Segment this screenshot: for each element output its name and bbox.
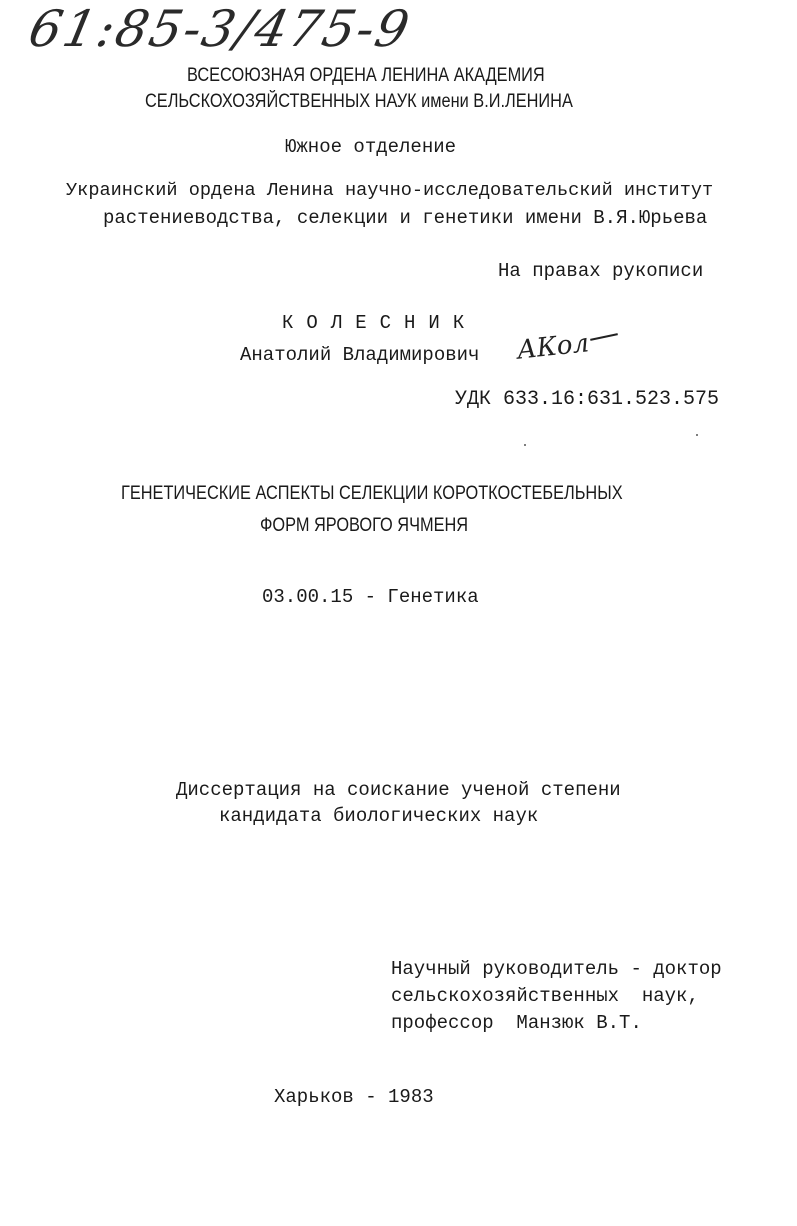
author-signature: АКол — [515, 328, 591, 366]
author-surname: КОЛЕСНИК — [282, 312, 478, 334]
archive-number-handwritten: 61:85-3/475-9 — [23, 0, 416, 58]
scan-speck — [696, 434, 698, 436]
supervisor-line-2: сельскохозяйственных наук, — [391, 985, 699, 1007]
institute-line-1: Украинский ордена Ленина научно-исследовательский институт — [66, 180, 714, 201]
author-full-name: Анатолий Владимирович — [240, 344, 480, 366]
supervisor-line-3: профессор Манзюк В.Т. — [391, 1012, 642, 1034]
rights-note: На правах рукописи — [498, 260, 704, 282]
academy-line-2: СЕЛЬСКОХОЗЯЙСТВЕННЫХ НАУК имени В.И.ЛЕНИНА — [145, 91, 573, 112]
place-and-year: Харьков - 1983 — [274, 1086, 434, 1108]
thesis-title-line-1: ГЕНЕТИЧЕСКИЕ АСПЕКТЫ СЕЛЕКЦИИ КОРОТКОСТЕБЕЛЬНЫХ — [121, 483, 623, 504]
signature-stroke — [590, 333, 618, 341]
institute-line-2: растениеводства, селекции и генетики имени В.Я.Юрьева — [103, 207, 708, 229]
specialty-code: 03.00.15 - Генетика — [262, 586, 479, 608]
academy-line-1: ВСЕСОЮЗНАЯ ОРДЕНА ЛЕНИНА АКАДЕМИЯ — [187, 65, 545, 86]
supervisor-line-1: Научный руководитель - доктор — [391, 958, 722, 980]
department-name: Южное отделение — [285, 136, 457, 158]
thesis-title-line-2: ФОРМ ЯРОВОГО ЯЧМЕНЯ — [260, 515, 469, 536]
udc-code: УДК 633.16:631.523.575 — [455, 388, 720, 411]
scan-speck — [524, 444, 526, 446]
degree-line-1: Диссертация на соискание ученой степени — [176, 779, 621, 801]
degree-line-2: кандидата биологических наук — [219, 805, 539, 827]
